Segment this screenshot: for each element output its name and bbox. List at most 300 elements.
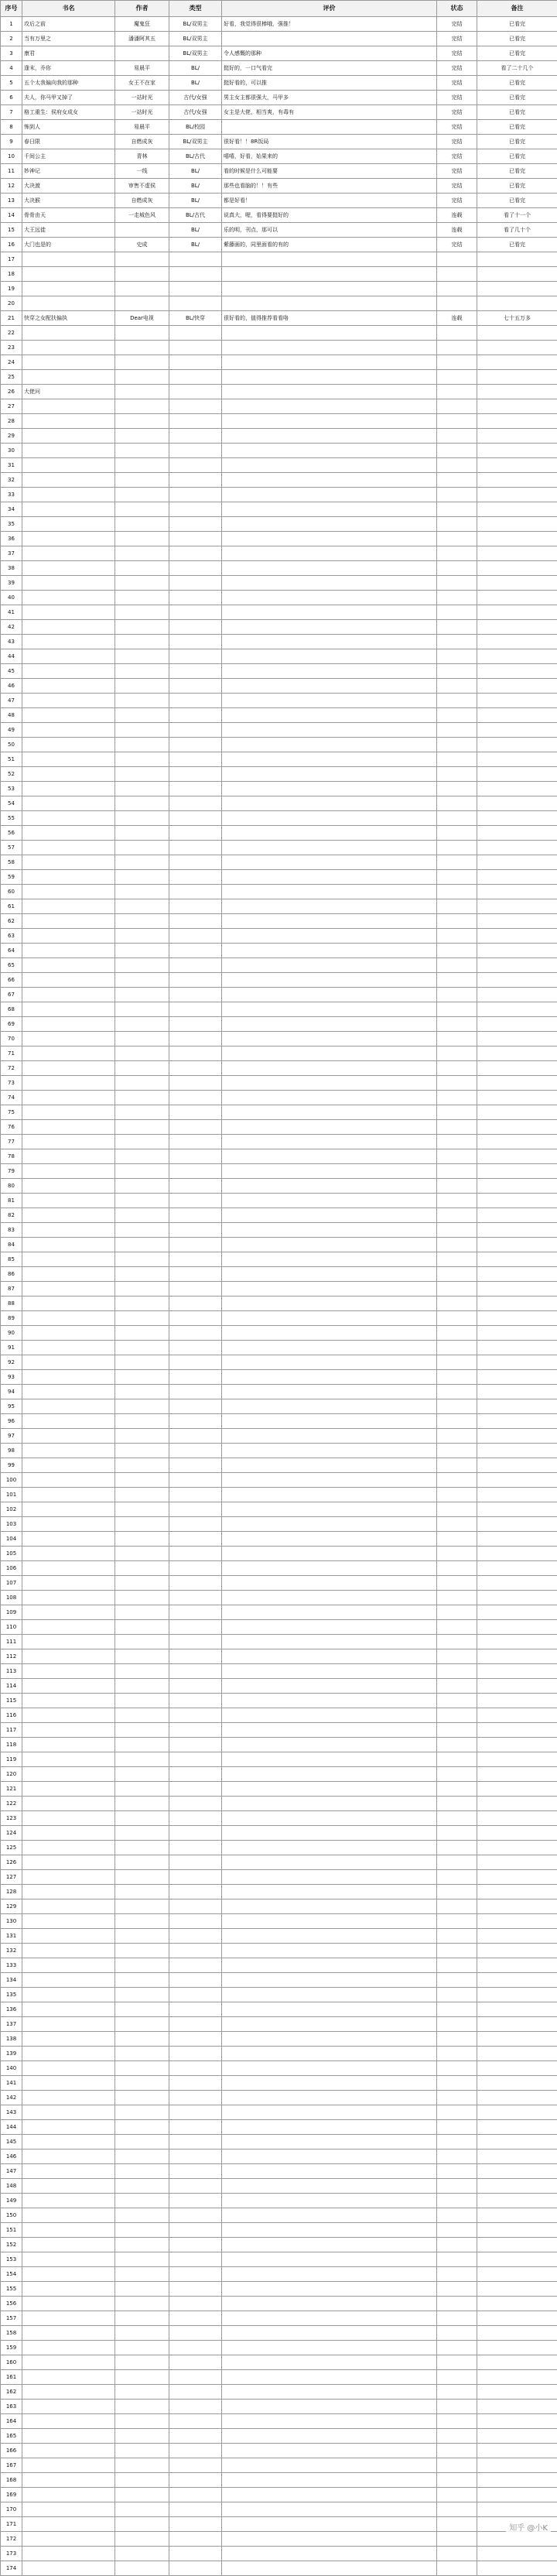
book-comment	[222, 1576, 437, 1591]
book-comment	[222, 1091, 437, 1105]
book-author	[115, 2311, 169, 2326]
book-title	[22, 2458, 115, 2473]
book-status: 完结	[437, 149, 477, 164]
book-status	[437, 1547, 477, 1561]
book-genre: BL/快穿	[169, 311, 222, 326]
table-row	[1, 2164, 557, 2179]
table-row	[1, 1194, 557, 1208]
book-title	[22, 1635, 115, 1649]
table-row	[1, 1973, 557, 1988]
book-title	[22, 2252, 115, 2267]
row-index: 28	[1, 414, 22, 429]
row-index: 109	[1, 1605, 22, 1620]
book-title	[22, 1297, 115, 1311]
book-author	[115, 267, 169, 282]
book-comment	[222, 2341, 437, 2355]
header-comment: 评价	[222, 1, 437, 17]
row-index: 166	[1, 2444, 22, 2458]
book-comment	[222, 2164, 437, 2179]
book-comment	[222, 738, 437, 752]
book-status	[437, 1738, 477, 1752]
table-row	[1, 1914, 557, 1929]
table-row	[1, 2252, 557, 2267]
book-status	[437, 870, 477, 885]
book-title: 大决渡	[22, 179, 115, 194]
book-note	[477, 282, 557, 296]
book-note	[477, 1311, 557, 1326]
book-author	[115, 782, 169, 796]
book-status	[437, 811, 477, 826]
book-status	[437, 2547, 477, 2561]
row-index: 55	[1, 811, 22, 826]
book-title: 大佬问	[22, 385, 115, 399]
book-note	[477, 2135, 557, 2150]
book-title	[22, 355, 115, 370]
book-genre	[169, 1002, 222, 1017]
book-comment	[222, 1561, 437, 1576]
book-comment	[222, 385, 437, 399]
book-note: 看了二十几个	[477, 61, 557, 76]
book-note	[477, 370, 557, 385]
table-row	[1, 1311, 557, 1326]
table-row	[1, 1547, 557, 1561]
book-status	[437, 2208, 477, 2223]
book-title	[22, 1532, 115, 1547]
book-title	[22, 1194, 115, 1208]
book-title	[22, 1017, 115, 1032]
table-row	[1, 782, 557, 796]
book-note	[477, 1929, 557, 1944]
book-genre	[169, 1473, 222, 1488]
row-index: 42	[1, 620, 22, 635]
row-index: 149	[1, 2194, 22, 2208]
book-status	[437, 1782, 477, 1797]
book-author	[115, 2091, 169, 2105]
book-title	[22, 1855, 115, 1870]
book-genre	[169, 855, 222, 870]
table-row	[1, 414, 557, 429]
book-author	[115, 2400, 169, 2414]
book-comment	[222, 2150, 437, 2164]
table-row	[1, 2223, 557, 2238]
book-note	[477, 385, 557, 399]
row-index: 127	[1, 1870, 22, 1885]
book-author	[115, 561, 169, 576]
book-title	[22, 2002, 115, 2017]
book-comment	[222, 444, 437, 458]
book-status	[437, 1061, 477, 1076]
book-status	[437, 561, 477, 576]
row-index: 29	[1, 429, 22, 444]
book-genre	[169, 1194, 222, 1208]
book-title	[22, 1752, 115, 1767]
book-comment	[222, 2194, 437, 2208]
table-row	[1, 76, 557, 91]
book-note	[477, 2547, 557, 2561]
book-note	[477, 267, 557, 282]
book-comment: 看的时候是什么可能要	[222, 164, 437, 179]
book-comment	[222, 2561, 437, 2576]
book-status	[437, 2444, 477, 2458]
book-author: 一线	[115, 164, 169, 179]
book-title	[22, 2150, 115, 2164]
book-title	[22, 2032, 115, 2047]
row-index: 97	[1, 1429, 22, 1444]
book-note	[477, 2429, 557, 2444]
book-author	[115, 855, 169, 870]
book-title: 千间公主	[22, 149, 115, 164]
book-note	[477, 2208, 557, 2223]
table-row	[1, 2473, 557, 2488]
book-author	[115, 1311, 169, 1326]
book-genre	[169, 2370, 222, 2385]
book-comment	[222, 355, 437, 370]
book-note	[477, 1370, 557, 1385]
book-status	[437, 620, 477, 635]
book-status	[437, 2414, 477, 2429]
row-index: 32	[1, 473, 22, 488]
book-genre	[169, 1091, 222, 1105]
book-comment	[222, 1120, 437, 1135]
table-row	[1, 179, 557, 194]
book-status	[437, 473, 477, 488]
table-row	[1, 1414, 557, 1429]
book-comment	[222, 1929, 437, 1944]
book-note	[477, 2150, 557, 2164]
book-genre	[169, 326, 222, 341]
book-author	[115, 1885, 169, 1899]
book-note	[477, 1252, 557, 1267]
book-status	[437, 1605, 477, 1620]
book-title: 大王远徙	[22, 223, 115, 238]
book-status	[437, 399, 477, 414]
book-title	[22, 2120, 115, 2135]
row-index: 4	[1, 61, 22, 76]
book-title	[22, 1149, 115, 1164]
row-index: 82	[1, 1208, 22, 1223]
book-note	[477, 1635, 557, 1649]
book-status	[437, 2047, 477, 2061]
row-index: 148	[1, 2179, 22, 2194]
book-genre	[169, 1105, 222, 1120]
book-status	[437, 708, 477, 723]
book-genre	[169, 1311, 222, 1326]
book-note	[477, 1855, 557, 1870]
book-author	[115, 2238, 169, 2252]
book-author	[115, 1267, 169, 1282]
book-title	[22, 2414, 115, 2429]
book-note	[477, 1797, 557, 1811]
book-title	[22, 2297, 115, 2311]
book-author	[115, 841, 169, 855]
book-genre	[169, 1767, 222, 1782]
book-author	[115, 2488, 169, 2502]
book-note	[477, 1826, 557, 1841]
book-note	[477, 1694, 557, 1708]
book-status	[437, 1135, 477, 1149]
book-title	[22, 2561, 115, 2576]
book-author	[115, 414, 169, 429]
row-index: 20	[1, 296, 22, 311]
book-title	[22, 1870, 115, 1885]
book-note	[477, 1782, 557, 1797]
table-row	[1, 311, 557, 326]
book-note	[477, 2355, 557, 2370]
book-author: 女王不在家	[115, 76, 169, 91]
row-index: 17	[1, 252, 22, 267]
book-genre	[169, 1591, 222, 1605]
book-comment	[222, 2502, 437, 2517]
row-index: 172	[1, 2532, 22, 2547]
book-genre	[169, 738, 222, 752]
book-title	[22, 620, 115, 635]
row-index: 120	[1, 1767, 22, 1782]
book-status	[437, 591, 477, 605]
book-title	[22, 1267, 115, 1282]
book-title	[22, 2105, 115, 2120]
book-title	[22, 649, 115, 664]
book-author	[115, 341, 169, 355]
book-note	[477, 1532, 557, 1547]
book-genre	[169, 973, 222, 988]
book-author	[115, 899, 169, 914]
book-genre	[169, 1458, 222, 1473]
book-comment	[222, 1767, 437, 1782]
book-author	[115, 1561, 169, 1576]
book-note	[477, 988, 557, 1002]
book-comment	[222, 1135, 437, 1149]
table-row	[1, 1605, 557, 1620]
book-author	[115, 929, 169, 944]
book-genre	[169, 1694, 222, 1708]
row-index: 117	[1, 1723, 22, 1738]
book-note	[477, 2105, 557, 2120]
table-row	[1, 2355, 557, 2370]
book-title	[22, 267, 115, 282]
book-genre	[169, 885, 222, 899]
table-row	[1, 46, 557, 61]
book-author	[115, 752, 169, 767]
book-status	[437, 767, 477, 782]
book-author	[115, 958, 169, 973]
book-genre	[169, 723, 222, 738]
book-genre	[169, 532, 222, 546]
header-status: 状态	[437, 1, 477, 17]
row-index: 143	[1, 2105, 22, 2120]
book-genre: BL/	[169, 61, 222, 76]
book-genre	[169, 458, 222, 473]
book-genre	[169, 1208, 222, 1223]
book-note	[477, 1914, 557, 1929]
book-author	[115, 1532, 169, 1547]
row-index: 91	[1, 1341, 22, 1355]
book-title	[22, 1341, 115, 1355]
book-author	[115, 1002, 169, 1017]
book-title	[22, 2208, 115, 2223]
book-comment	[222, 1326, 437, 1341]
book-note	[477, 2076, 557, 2091]
book-status	[437, 517, 477, 532]
row-index: 67	[1, 988, 22, 1002]
book-comment	[222, 2458, 437, 2473]
book-author	[115, 2032, 169, 2047]
book-status	[437, 414, 477, 429]
book-genre	[169, 796, 222, 811]
book-note	[477, 1179, 557, 1194]
book-status	[437, 1899, 477, 1914]
book-comment	[222, 1620, 437, 1635]
book-title	[22, 1988, 115, 2002]
book-comment	[222, 1032, 437, 1046]
book-comment: 好看，我觉得很棒哦，强推！	[222, 17, 437, 32]
table-row	[1, 2017, 557, 2032]
row-index: 156	[1, 2297, 22, 2311]
book-note	[477, 885, 557, 899]
book-status	[437, 1458, 477, 1473]
book-title	[22, 414, 115, 429]
book-author	[115, 1458, 169, 1473]
book-note	[477, 2061, 557, 2076]
book-note: 已看完	[477, 149, 557, 164]
book-note	[477, 2341, 557, 2355]
book-author	[115, 2223, 169, 2238]
book-author	[115, 1164, 169, 1179]
book-status	[437, 1591, 477, 1605]
row-index: 54	[1, 796, 22, 811]
book-author	[115, 1694, 169, 1708]
book-status: 完结	[437, 238, 477, 252]
book-note	[477, 958, 557, 973]
book-author	[115, 1488, 169, 1502]
book-title	[22, 252, 115, 267]
book-genre	[169, 708, 222, 723]
book-genre: BL/古代	[169, 149, 222, 164]
book-title	[22, 1223, 115, 1238]
book-genre	[169, 752, 222, 767]
table-row	[1, 1635, 557, 1649]
table-row	[1, 194, 557, 208]
book-author	[115, 1899, 169, 1914]
row-index: 61	[1, 899, 22, 914]
book-author	[115, 502, 169, 517]
book-status	[437, 2488, 477, 2502]
book-genre: 古代/女强	[169, 105, 222, 120]
table-row	[1, 2061, 557, 2076]
book-comment	[222, 1723, 437, 1738]
table-row	[1, 252, 557, 267]
book-note	[477, 811, 557, 826]
book-title	[22, 517, 115, 532]
row-index: 48	[1, 708, 22, 723]
book-author	[115, 1752, 169, 1767]
book-genre	[169, 1797, 222, 1811]
book-note	[477, 1032, 557, 1046]
table-row	[1, 1238, 557, 1252]
book-author	[115, 1105, 169, 1120]
book-title	[22, 1841, 115, 1855]
book-genre	[169, 1547, 222, 1561]
book-note	[477, 1046, 557, 1061]
book-genre	[169, 1811, 222, 1826]
book-title	[22, 723, 115, 738]
book-genre: BL/	[169, 164, 222, 179]
book-comment	[222, 1061, 437, 1076]
book-genre: BL/	[169, 238, 222, 252]
book-author	[115, 1149, 169, 1164]
book-genre	[169, 2326, 222, 2341]
table-row	[1, 1723, 557, 1738]
book-comment	[222, 1355, 437, 1370]
book-status	[437, 2561, 477, 2576]
book-title	[22, 1399, 115, 1414]
book-note	[477, 1973, 557, 1988]
book-author	[115, 1061, 169, 1076]
book-title	[22, 2076, 115, 2091]
book-status	[437, 826, 477, 841]
book-status	[437, 1708, 477, 1723]
book-note	[477, 532, 557, 546]
row-index: 154	[1, 2267, 22, 2282]
book-title: 五个太我偏向我的那种	[22, 76, 115, 91]
book-note	[477, 2502, 557, 2517]
book-note	[477, 1458, 557, 1473]
book-title: 春日限	[22, 135, 115, 149]
book-comment	[222, 2400, 437, 2414]
book-title	[22, 576, 115, 591]
book-note	[477, 1091, 557, 1105]
book-author	[115, 1914, 169, 1929]
book-note	[477, 444, 557, 458]
book-status	[437, 1488, 477, 1502]
table-row	[1, 267, 557, 282]
book-note	[477, 2002, 557, 2017]
book-comment	[222, 2002, 437, 2017]
book-author	[115, 2341, 169, 2355]
book-genre	[169, 1782, 222, 1797]
book-comment	[222, 1826, 437, 1841]
book-note	[477, 2252, 557, 2267]
book-comment	[222, 1502, 437, 1517]
table-row	[1, 1738, 557, 1752]
book-author	[115, 1017, 169, 1032]
book-author	[115, 1194, 169, 1208]
row-index: 3	[1, 46, 22, 61]
book-title	[22, 855, 115, 870]
book-comment	[222, 341, 437, 355]
book-genre	[169, 1605, 222, 1620]
book-author	[115, 2105, 169, 2120]
table-row	[1, 767, 557, 782]
book-title	[22, 1385, 115, 1399]
book-genre	[169, 576, 222, 591]
book-status	[437, 1282, 477, 1297]
book-author: 审售不虚侯	[115, 179, 169, 194]
book-comment	[222, 399, 437, 414]
book-genre	[169, 1179, 222, 1194]
book-genre	[169, 2414, 222, 2429]
book-title	[22, 2473, 115, 2488]
book-comment	[222, 1870, 437, 1885]
table-row	[1, 238, 557, 252]
table-row	[1, 1885, 557, 1899]
book-title	[22, 1502, 115, 1517]
book-note	[477, 1547, 557, 1561]
book-note	[477, 2091, 557, 2105]
row-index: 108	[1, 1591, 22, 1605]
book-title	[22, 444, 115, 458]
book-title	[22, 811, 115, 826]
book-title	[22, 2135, 115, 2150]
